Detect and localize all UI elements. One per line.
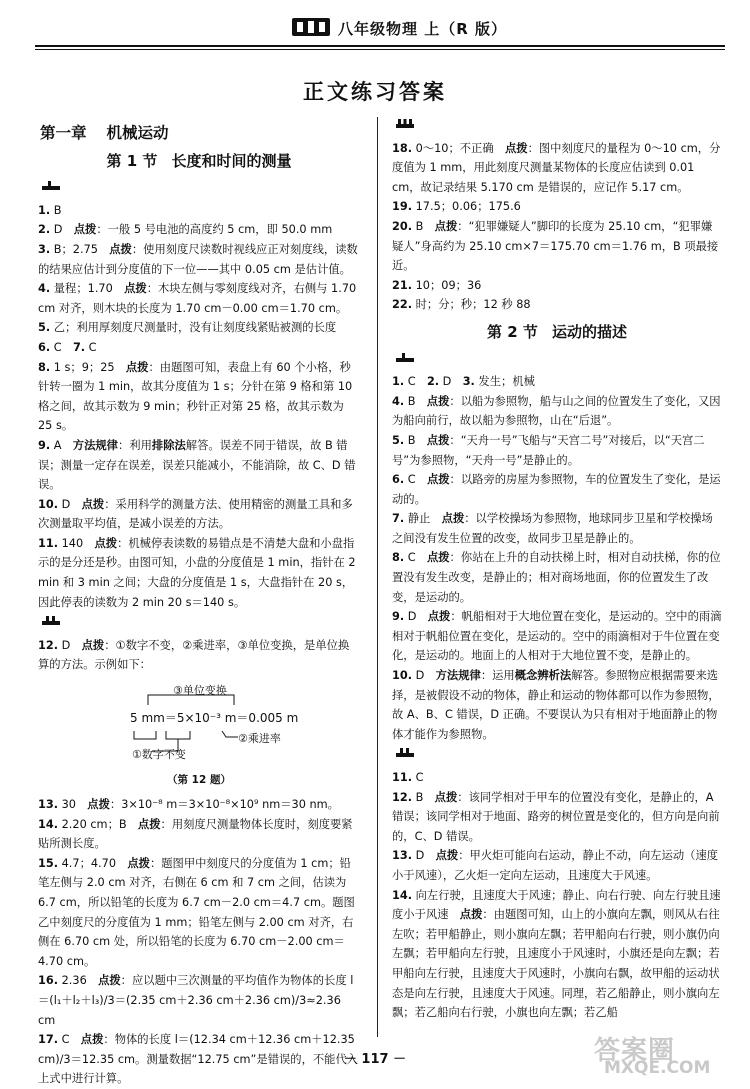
header-rule-thin	[35, 49, 725, 50]
answer-item: 10. D 点拨：采用科学的测量方法、使用精密的测量工具和多次测量取平均值，是减小误差的方法。	[38, 497, 353, 531]
level-1-icon	[40, 179, 62, 191]
page-number: － 117 －	[343, 1052, 407, 1067]
answer-item: 21. 10；09；36	[392, 278, 482, 292]
watermark-url: MXQE.COM	[604, 1058, 711, 1078]
answer-item: 9. D 点拨：帆船相对于大地位置在变化，是运动的。空中的雨滴相对于帆船位置在变化，是运动的。空中的雨滴相对于牛位置在变化，是运动的。地面上的人相对于大地位置不变，是静止的。	[392, 610, 722, 663]
answer-item: 17. C 点拨：物体的长度 l＝(12.34 cm＋12.36 cm＋12.35 cm)/3＝12.35 cm。测量数据“12.75 cm”是错误的，不能代入上式中进行计算。	[38, 1033, 359, 1086]
chapter-label: 第一章	[40, 124, 87, 142]
section-name: 长度和时间的测量	[171, 151, 292, 170]
answer-item: 5. 乙；利用厚刻度尺测量时，没有让刻度线紧贴被测的长度	[38, 321, 337, 335]
answer-item: 7. 静止 点拨：以学校操场为参照物，地球同步卫星和学校操场之间没有发生位置的改变，故同步卫星是静止的。	[392, 512, 713, 545]
answer-item: 6. C 7. C	[38, 340, 97, 354]
page-title: 正文练习答案	[303, 80, 447, 104]
figure-caption: （第 12 题）	[167, 774, 231, 787]
answer-item: 5. B 点拨：“天舟一号”飞船与“天宫二号”对接后，以“天宫二号”为参照物，“天舟一号”是静止的。	[392, 433, 705, 467]
answer-item: 13. 30 点拨：3×10⁻⁸ m＝3×10⁻⁸×10⁹ nm＝30 nm。	[38, 798, 339, 812]
conversion-formula: 5 mm＝5×10⁻³ m＝0.005 m	[130, 711, 299, 726]
label-number-unchanged: ①数字不变	[132, 748, 186, 762]
book-title: 八年级物理 上（R 版）	[338, 20, 507, 38]
answer-item: 10. D 方法规律：运用概念辨析法解答。参照物应根据需要来选择，是被假设不动的物体，静止和运动的物体都可以作为参照物，故 A、B、C 错误，D 正确。不要误认为只有相对于地面静止的物体才能作为参照物。	[392, 669, 720, 741]
answer-item: 1. B	[38, 203, 62, 217]
chapter-heading	[40, 124, 360, 144]
answer-item: 20. B 点拨：“犯罪嫌疑人”脚印的长度为 25.10 cm，“犯罪嫌疑人”身高约为 25.10 cm×7＝175.70 cm＝1.76 m，B 项最接近。	[392, 219, 719, 273]
answer-item: 11. C	[392, 771, 424, 784]
section-name: 运动的描述	[551, 322, 627, 341]
watermark-logo: 答案圈	[594, 1036, 676, 1066]
level-1-icon	[394, 351, 416, 363]
answer-item: 16. 2.36 点拨：应以题中三次测量的平均值作为物体的长度 l＝(l₁＋l₂＋l₃)/3＝(2.35 cm＋2.36 cm＋2.36 cm)/3≈2.36 cm	[38, 974, 354, 1027]
answer-item: 4. 量程；1.70 点拨：木块左侧与零刻度线对齐，右侧与 1.70 cm 对齐，则木块的长度为 1.70 cm－0.00 cm＝1.70 cm。	[38, 282, 357, 315]
answer-item: 1. C 2. D 3. 发生；机械	[392, 375, 535, 389]
answer-item: 3. B；2.75 点拨：使用刻度尺读数时视线应正对刻度线，读数的结果应估计到分度值的下一位——其中 0.05 cm 是估计值。	[38, 242, 358, 276]
level-2-icon	[394, 746, 416, 758]
answer-item: 12. D 点拨：①数字不变，②乘进率，③单位变换，是单位换算的方法。示例如下：	[38, 638, 350, 672]
answer-item: 18. 0～10；不正确 点拨：图中刻度尺的量程为 0～10 cm，分度值为 1 mm，用此刻度尺测量某物体的长度应估读到 0.01 cm，故记录结果 5.170 cm 是错误的，应记作 5.17 cm。	[392, 141, 721, 194]
right-column	[392, 115, 722, 1023]
unit-conversion-figure	[38, 675, 360, 795]
level-2-icon	[40, 614, 62, 626]
answer-item: 6. C 点拨：以路旁的房屋为参照物，车的位置发生了变化，是运动的。	[392, 473, 721, 506]
answer-item: 11. 140 点拨：机械停表读数的易错点是不清楚大盘和小盘指示的是分还是秒。由图可知，小盘的分度值是 1 min，指针在 2 min 和 3 min 之间；大盘的分度值是 1 s，大盘指针在 20 s，因此停表的读数为 2 min 20 s＝140 s。	[38, 536, 356, 609]
label-multiply-rate: ②乘进率	[238, 732, 281, 746]
answer-item: 14. 向左行驶，且速度大于风速；静止、向右行驶、向左行驶且速度小于风速 点拨：由题图可知，山上的小旗向左飘，则风从右往左吹；若甲船静止，则小旗向左飘；若甲船向右行驶，则小旗仍向左飘；若甲船向左行驶，且速度小于风速时，小旗还是向左飘；若甲船向左行驶，且速度大于风速时，小旗向右飘，故甲船的运动状态是向左行驶，且速度大于风速。同理，若乙船静止，则小旗向左飘；若乙船向右行驶，小旗也向左飘；若乙船	[392, 888, 721, 1020]
left-column	[38, 120, 360, 1089]
level-3-icon	[394, 117, 416, 129]
answer-item: 9. A 方法规律：利用排除法解答。误差不同于错误，故 B 错误；测量一定存在误差，误差只能减小，不能消除，故 C、D 错误。	[38, 438, 356, 492]
answer-item: 8. C 点拨：你站在上升的自动扶梯上时，相对自动扶梯，你的位置没有发生改变，是静止的；相对商场地面，你的位置发生了改变，是运动的。	[392, 551, 721, 604]
section-label: 第 2 节	[487, 322, 538, 341]
section-label: 第 1 节	[106, 151, 158, 170]
answer-item: 19. 17.5；0.06；175.6	[392, 200, 521, 214]
page-header	[0, 0, 750, 52]
answer-item: 13. D 点拨：甲火炬可能向右运动，静止不动，向左运动（速度小于风速），乙火炬一定向左运动，且速度大于风速。	[392, 849, 719, 882]
answer-item: 15. 4.7；4.70 点拨：题图甲中刻度尺的分度值为 1 cm；铅笔左侧与 2.0 cm 对齐，右侧在 6 cm 和 7 cm 之间，估读为 6.7 cm，所以铅笔的长度为 6.7 cm－2.0 cm＝4.7 cm。题图乙中刻度尺的分度值为 1 mm；铅笔左侧与 2.00 cm 对齐，右侧在 6.70 cm 处，所以铅笔的长度为 6.70 cm－2.00 cm＝4.70 cm。	[38, 856, 355, 968]
chapter-name: 机械运动	[106, 124, 169, 142]
answer-item: 8. 1 s；9；25 点拨：由题图可知，表盘上有 60 个小格，秒针转一圈为 1 min，故其分度值为 1 s；分针在第 9 格和第 10 格之间，故其示数为 9 min；秒针正对第 25 格，故其示数为 25 s。	[38, 360, 353, 433]
brand-logo	[291, 15, 331, 39]
column-divider	[377, 117, 378, 1037]
answer-item: 4. B 点拨：以船为参照物，船与山之间的位置发生了变化，又因为船向前行，故以船为参照物，山在“后退”。	[392, 394, 721, 428]
answer-item: 22. 时；分；秒；12 秒 88	[392, 298, 531, 312]
section-heading	[38, 152, 360, 172]
header-rule	[35, 45, 725, 47]
answer-item: 2. D 点拨：一般 5 号电池的高度约 5 cm，即 50.0 mm	[38, 223, 333, 237]
label-unit-change: ③单位变换	[173, 684, 227, 698]
section-heading	[392, 323, 722, 343]
answer-item: 14. 2.20 cm；B 点拨：用刻度尺测量物体长度时，刻度要紧贴所测长度。	[38, 817, 353, 851]
answer-item: 12. B 点拨：该同学相对于甲车的位置没有变化，是静止的，A 错误；该同学相对于地面、路旁的树位置是变化的，但方向是向前的，C、D 错误。	[392, 790, 720, 843]
